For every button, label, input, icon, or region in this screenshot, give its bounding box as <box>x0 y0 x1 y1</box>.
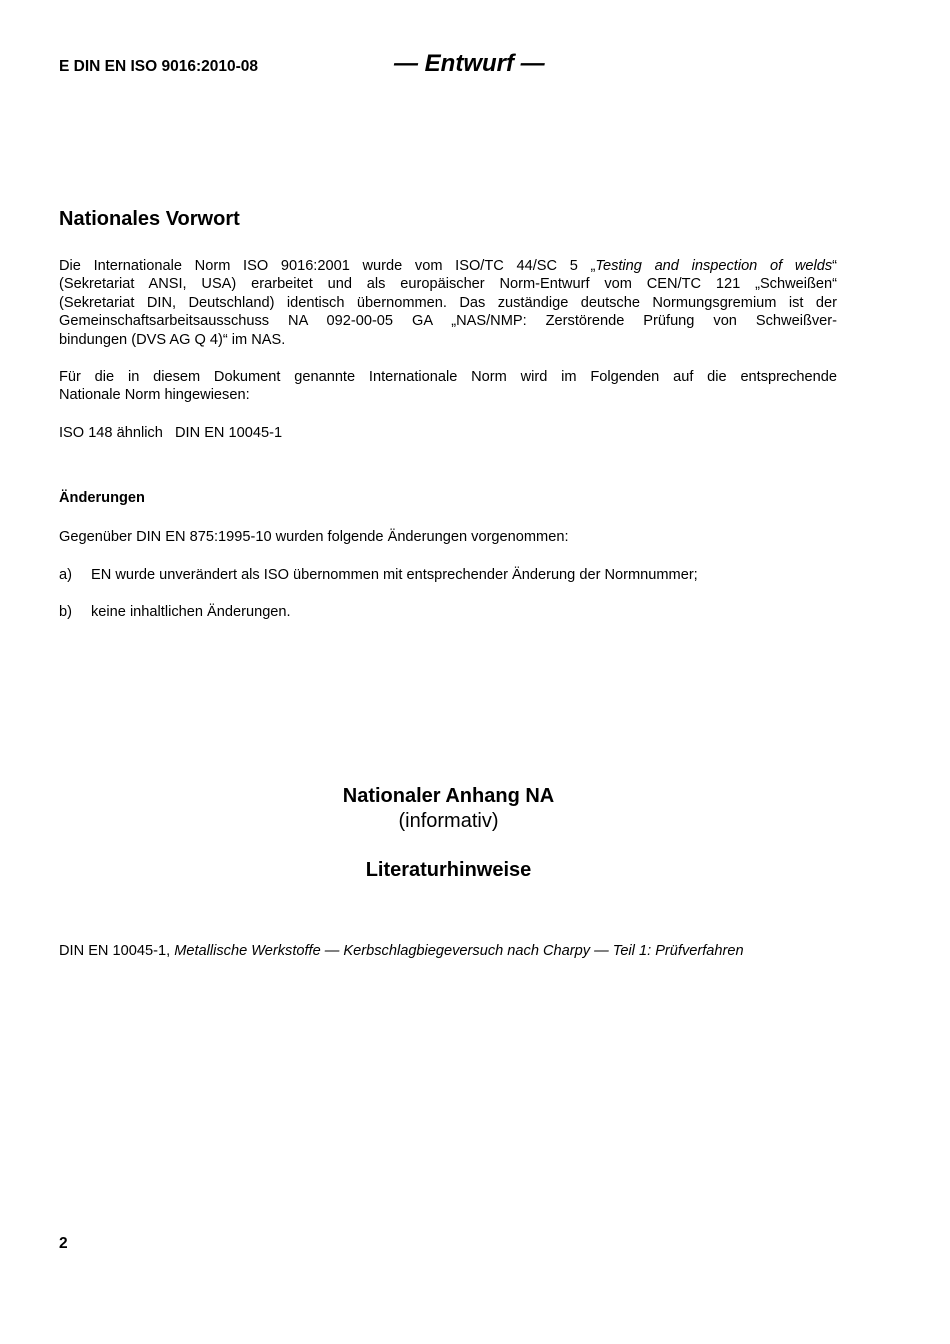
bibliography-ref-title: Metallische Werkstoffe — Kerbschlagbiegeversuch nach Charpy — Teil 1: Prüfverfahren <box>174 943 744 959</box>
foreword-p2-line-2: Nationale Norm hingewiesen: <box>59 387 250 404</box>
changes-title: Änderungen <box>59 490 145 506</box>
changes-intro: Gegenüber DIN EN 875:1995-10 wurden folgende Änderungen vorgenommen: <box>59 529 569 545</box>
list-item-text: EN wurde unverändert als ISO übernommen mit entsprechender Änderung der Normnummer; <box>91 567 698 583</box>
annex-subtitle: (informativ) <box>398 810 499 832</box>
foreword-title: Nationales Vorwort <box>59 208 240 230</box>
foreword-p1-line-4: Gemeinschaftsarbeitsausschuss NA 092-00-05 GA „NAS/NMP: Zerstörende Prüfung von Schweißver- <box>59 313 837 330</box>
draft-label: — Entwurf — <box>394 50 545 77</box>
foreword-paragraph-2 <box>59 368 837 405</box>
list-item-label: a) <box>59 567 72 583</box>
foreword-paragraph-1 <box>59 257 837 349</box>
bibliography-title: Literaturhinweise <box>365 859 532 881</box>
foreword-p1-line-2: (Sekretariat ANSI, USA) erarbeitet und als europäischer Norm-Entwurf vom CEN/TC 121 „Schweißen“ <box>59 276 837 293</box>
page-number: 2 <box>59 1235 68 1252</box>
foreword-p2-line-1: Für die in diesem Dokument genannte Internationale Norm wird im Folgenden auf die entsprechende <box>59 369 837 385</box>
list-item-text: keine inhaltlichen Änderungen. <box>91 604 291 620</box>
list-item-label: b) <box>59 604 72 620</box>
foreword-p1-line-1: Die Internationale Norm ISO 9016:2001 wurde vom ISO/TC 44/SC 5 „Testing and inspection of welds“ <box>59 258 838 274</box>
reference-line: ISO 148 ähnlich DIN EN 10045-1 <box>59 425 283 441</box>
list-item <box>59 566 72 584</box>
bibliography-ref: DIN EN 10045-1, <box>59 943 175 959</box>
document-id: E DIN EN ISO 9016:2010-08 <box>59 58 259 75</box>
list-item <box>59 603 72 621</box>
bibliography-entry <box>59 943 744 959</box>
foreword-p1-line-3: (Sekretariat DIN, Deutschland) identisch übernommen. Das zuständige deutsche Normungsgremium ist der <box>59 294 837 311</box>
annex-title: Nationaler Anhang NA <box>342 785 555 807</box>
foreword-p1-line-5: bindungen (DVS AG Q 4)“ im NAS. <box>59 331 286 348</box>
